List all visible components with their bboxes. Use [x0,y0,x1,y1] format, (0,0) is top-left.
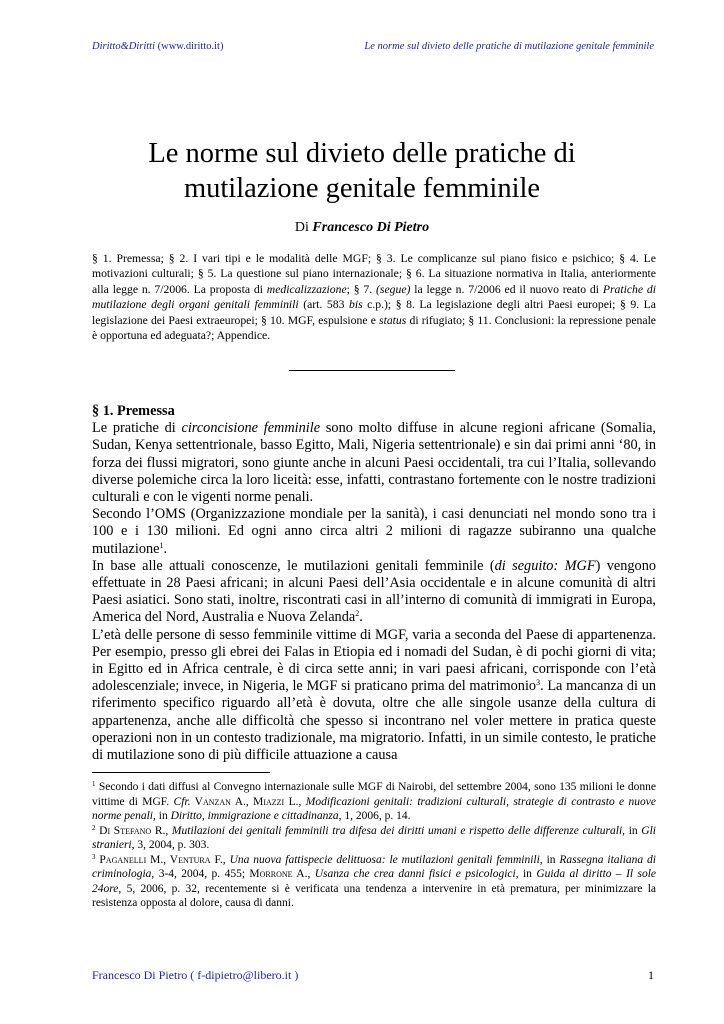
text-em: Gli stranieri [92,824,656,851]
paragraph-4 [92,627,656,765]
text-em: Guida al diritto – Il sole 24ore [92,868,657,895]
text: R., [151,824,172,837]
text-sc: tefano [120,824,152,837]
text: V [190,795,203,808]
table-of-contents [92,251,656,343]
text: P [95,853,106,866]
text-em: Usanza che crea danni fisici e psicologici [314,868,516,880]
paragraph-2 [92,506,656,558]
text: Secondo l’OMS (Organizzazione mondiale per la sanità), i casi denunciati nel mondo sono tra i 100 e i 130 milioni. Ed ogni anno circa altri 2 milioni di ragazze subiranno una qualche mutilazione [92,506,656,557]
text: , in [539,853,560,866]
toc-text: di rifugiato; § 11. Conclusioni: la repressione penale è opportuna ed adeguata?; Appendice. [92,313,656,343]
text-sc: entura [178,853,211,866]
author-name: Francesco Di Pietro [312,220,430,235]
toc-text: Pratiche di mutilazione degli organi genitali femminili [92,282,657,312]
text: M., V [146,853,179,866]
title-line-1: Le norme sul divieto delle pratiche di [148,138,576,169]
text: , in [515,868,537,880]
toc-text: bis [348,298,363,312]
byline [80,220,644,236]
footnote-number: 1 [92,780,96,788]
footnotes [92,780,656,911]
footnote-number: 3 [92,852,96,861]
footnote-separator [92,772,270,773]
footnote-ref-3[interactable]: 3 [536,678,541,688]
footnote-ref-1[interactable]: 1 [159,540,164,550]
text: A., [292,868,315,880]
text: , 3, 2004, p. 303. [131,839,210,851]
text-em: Modificazioni genitali: tradizioni culturali, strategie di contrasto e nuove norme penali [92,795,656,822]
section-heading: § 1. Premessa [92,403,175,419]
text: . La mancanza di un riferimento specifico riguardo all’età è dovuta, oltre che alle singole usanze della cultura di appartenenza, anche alle difficoltà che spesso si incontrano nel voler mettere in pratica queste operazioni non in un contesto tradizionale, ma migratorio. Infatti, in un simile contesto, le pratiche di mutilazione sono di più difficile attuazione a causa [92,678,656,764]
text: , in [153,810,171,822]
text-em: Rassegna italiana di criminologia [92,853,656,880]
text: , in [622,824,642,837]
text-sc: iazzi [263,795,285,808]
running-title: Le norme sul divieto delle pratiche di mutilazione genitale femminile [364,41,654,52]
header-site [92,41,223,52]
text-sc: i [107,824,111,837]
text: sono molto diffuse in alcune regioni africane (Somalia, Sudan, Kenya settentrionale, basso Egitto, Mali, Nigeria settentrionale) e sin dai primi anni ‘80, in forza dei flussi migratori, sono giunte anche in alcuni Paesi occidentali, tra cui l’Italia, sollevando diverse polemiche circa la loro liceità: esse, infatti, contrastano fortemente con le nostre tradizioni culturali e con le vigenti norme penali. [92,420,657,506]
page-number: 1 [648,968,654,982]
paragraph-1 [92,420,656,506]
text-em: Mutilazioni dei genitali femminili tra difesa dei diritti umani e rispetto delle differenze culturali [171,824,623,837]
text-sc: anzan [202,795,231,808]
toc-text: (art. 583 [298,298,349,312]
separator-rule [289,370,455,371]
byline-prefix: Di [294,220,309,235]
text: , 1, 2006, p. 14. [338,810,411,822]
text: L., [284,795,306,808]
toc-text: la legge n. 7/2006 ed il nuovo reato di [410,282,603,296]
text-em: di seguito: MGF [494,557,596,574]
text: In base alle attuali conoscenze, le mutilazioni genitali femminile ( [92,557,495,574]
footer-author-contact[interactable]: Francesco Di Pietro ( f-dipietro@libero.it ) [92,968,299,982]
title-line-2: mutilazione genitale femminile [183,173,541,204]
text-sc: aganelli [105,853,147,866]
site-url-link[interactable]: (www.diritto.it) [157,41,224,52]
toc-text: c.p.); § 8. La legislazione degli altri Paesi europei; § 9. La legislazione dei Paesi extraeuropei; § 10. MGF, espulsione e [92,298,656,327]
text: A., M [230,795,264,808]
footnote-1 [92,780,656,824]
footnote-ref-2[interactable]: 2 [355,609,360,619]
footnote-number: 2 [92,823,96,832]
toc-text: medicalizzazione [266,282,347,296]
text-em: Cfr. [173,795,191,808]
document-title [80,136,644,206]
text: . [163,540,168,557]
text: D [95,824,108,837]
text: , 5, 2006, p. 32, recentemente si è verificata una tendenza a intervenire in età prematura, per minimizzare la resistenza opposta al dolore, causa di danni. [92,882,656,909]
footnote-3 [92,853,656,911]
text: , 3-4, 2004, p. 455; M [151,868,260,880]
text: Le pratiche di [92,420,182,437]
toc-text: (segue) [376,282,411,296]
text: F., [210,853,230,866]
text: Secondo i dati diffusi al Convegno internazionale sulle MGF di Nairobi, del settembre 2004, sono 135 milioni le donne vittime di MGF. [92,781,656,808]
text-sc: orrone [259,868,293,880]
text-em: Diritto, immigrazione e cittadinanza [170,810,339,822]
toc-text: § 1. Premessa; § 2. I vari tipi e le modalità delle MGF; § 3. Le complicanze sul piano fisico e psichico; § 4. Le motivazioni culturali; § 5. La questione sul piano internazionale; § 6. La situazione normativa in Italia, anteriormente alla legge n. 7/2006. La proposta di [92,252,656,296]
text-em: Una nuova fattispecie delittuosa: le mutilazioni genitali femminili [229,853,540,866]
toc-text: ; § 7. [346,282,376,296]
text: . [359,609,363,626]
footnote-2 [92,824,656,853]
section-1 [92,403,656,764]
site-name: Diritto&Diritti [92,41,156,52]
text: ) vengono effettuate in 28 Paesi africani; in alcuni Paesi dell’Asia occidentale e in alcune comunità di altri Paesi asiatici. Sono stati, inoltre, riscontrati casi in all’interno di comunità di immigrati in Europa, America del Nord, Australia e Nuova Zelanda [92,557,656,626]
text: L’età delle persone di sesso femminile vittime di MGF, varia a seconda del Paese di appartenenza. Per esempio, presso gli ebrei dei Falas in Etiopia ed i nomadi del Sudan, è di pochi giorni di vita; in Egitto ed in Africa centrale, è di circa sette anni; in vari paesi africani, corrisponde con l’età adolescenziale; invece, in Nigeria, le MGF si praticano prima del matrimonio [92,626,656,695]
text-em: circoncisione femminile [181,420,321,437]
paragraph-3 [92,558,656,627]
text: S [110,824,121,837]
toc-text: status [379,313,407,327]
